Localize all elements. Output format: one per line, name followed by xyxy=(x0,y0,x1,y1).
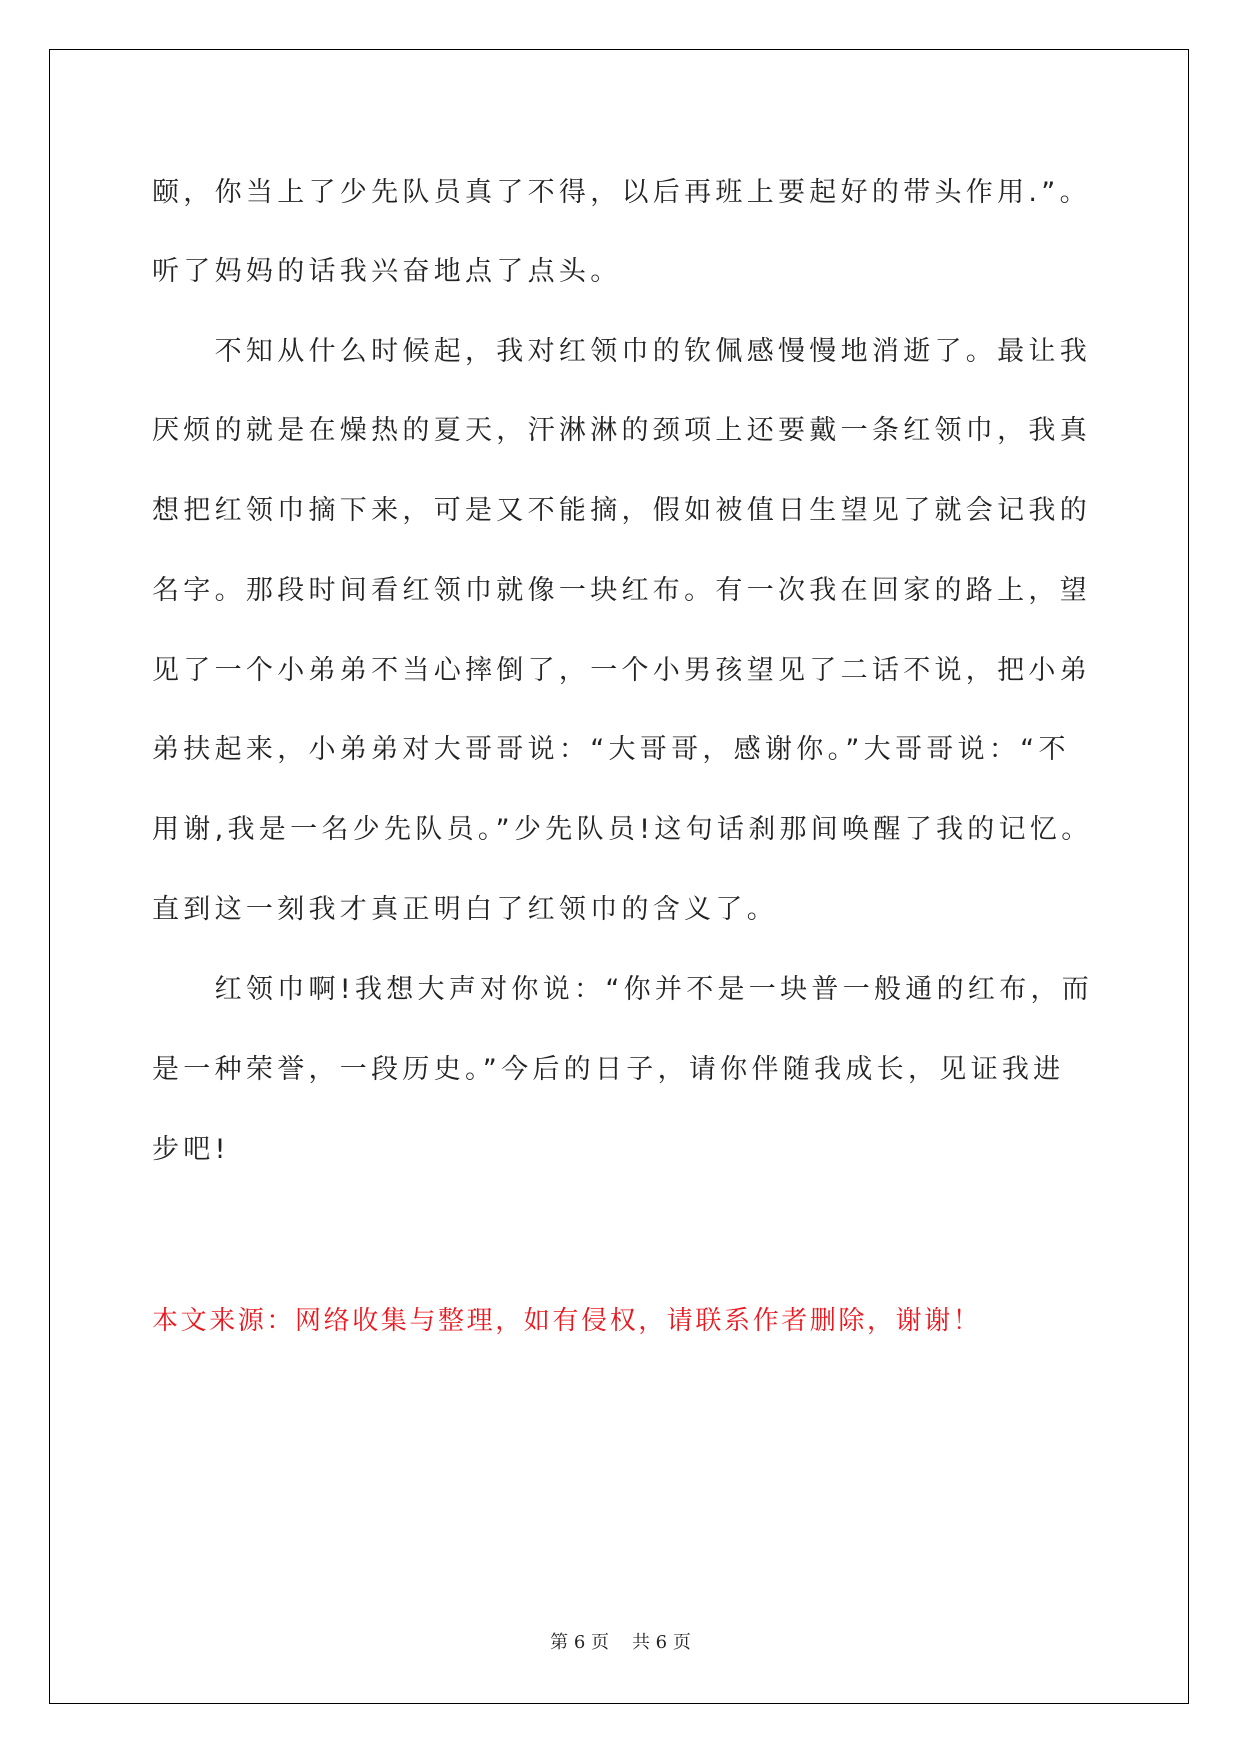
body-line-9: 用谢,我是一名少先队员。”少先队员!这句话刹那间唤醒了我的记忆。 xyxy=(152,814,1093,845)
body-line-2: 听了妈妈的话我兴奋地点了点头。 xyxy=(152,256,622,287)
source-note: 本文来源：网络收集与整理，如有侵权，请联系作者删除，谢谢！ xyxy=(152,1306,982,1336)
body-line-12: 是一种荣誉，一段历史。”今后的日子，请你伴随我成长，见证我进 xyxy=(152,1054,1065,1085)
body-line-10: 直到这一刻我才真正明白了红领巾的含义了。 xyxy=(152,894,778,925)
body-line-1: 颐，你当上了少先队员真了不得，以后再班上要起好的带头作用.”。 xyxy=(152,177,1091,208)
page-number-label: 第 6 页 xyxy=(550,1632,610,1653)
body-line-13: 步吧! xyxy=(152,1134,230,1165)
body-line-7: 见了一个小弟弟不当心摔倒了，一个小男孩望见了二话不说，把小弟 xyxy=(152,655,1091,686)
body-line-3: 不知从什么时候起，我对红领巾的钦佩感慢慢地消逝了。最让我 xyxy=(152,336,1091,367)
body-line-5: 想把红领巾摘下来，可是又不能摘，假如被值日生望见了就会记我的 xyxy=(152,495,1091,526)
body-line-11: 红领巾啊!我想大声对你说：“你并不是一块普一般通的红布，而 xyxy=(152,974,1094,1005)
body-line-4: 厌烦的就是在燥热的夏天，汗淋淋的颈项上还要戴一条红领巾，我真 xyxy=(152,415,1091,446)
page-footer xyxy=(0,1628,1241,1654)
page-total-label: 共 6 页 xyxy=(631,1632,691,1653)
body-line-8: 弟扶起来，小弟弟对大哥哥说：“大哥哥，感谢你。”大哥哥说：“不 xyxy=(152,734,1070,765)
page-border xyxy=(49,49,1189,1704)
body-line-6: 名字。那段时间看红领巾就像一块红布。有一次我在回家的路上，望 xyxy=(152,575,1091,606)
